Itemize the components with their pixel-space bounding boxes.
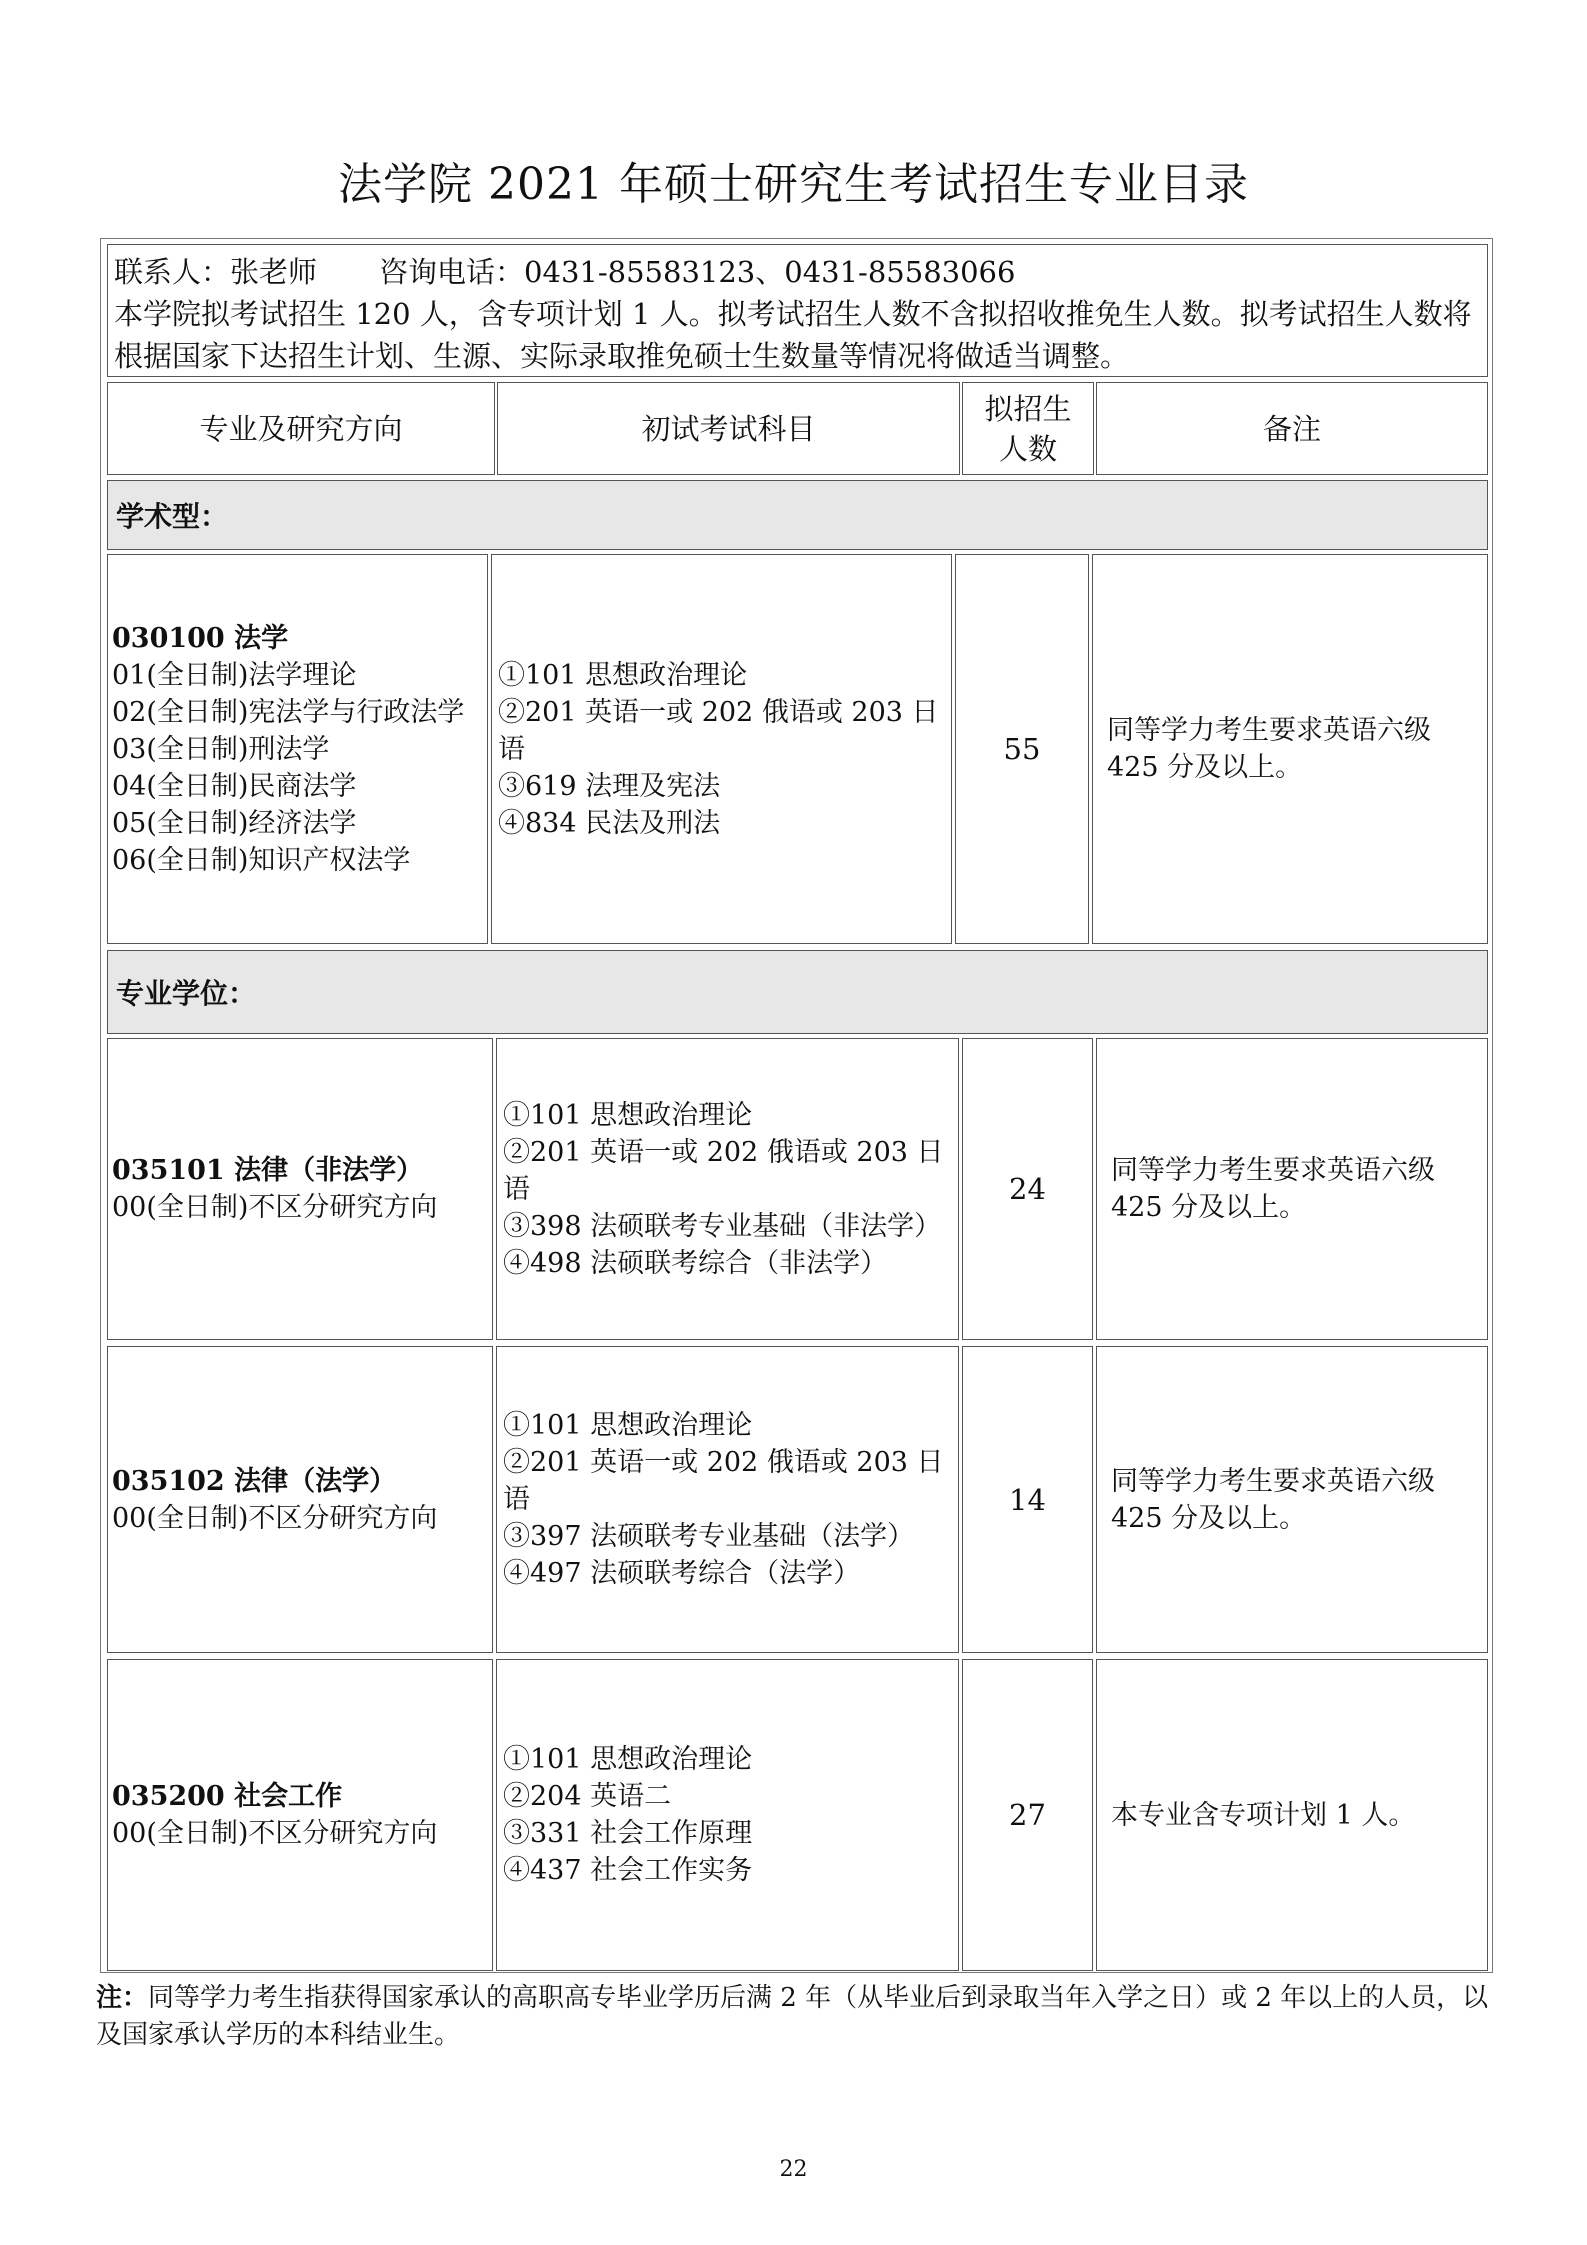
section-label-professional: 专业学位： xyxy=(107,950,1488,1034)
remarks-cell xyxy=(1096,1038,1488,1340)
quota-cell: 55 xyxy=(955,554,1089,944)
footnote-text: 同等学力考生指获得国家承认的高职高专毕业学历后满 2 年（从毕业后到录取当年入学之日）或 2 年以上的人员，以及国家承认学历的本科结业生。 xyxy=(96,1983,1489,2050)
subject-item: ②201 英语一或 202 俄语或 203 日语 xyxy=(503,1447,944,1515)
subject-item: ④498 法硕联考综合（非法学） xyxy=(503,1247,888,1279)
subjects-cell xyxy=(496,1659,959,1971)
subject-item: ④497 法硕联考综合（法学） xyxy=(503,1558,861,1589)
page-title: 法学院 2021 年硕士研究生考试招生专业目录 xyxy=(338,159,1249,210)
remark-line: 425 分及以上。 xyxy=(1111,1502,1307,1534)
major-code: 035101 法律（非法学） xyxy=(112,1155,424,1186)
subject-item: ①101 思想政治理论 xyxy=(503,1099,753,1131)
direction-item: 02(全日制)宪法学与行政法学 xyxy=(112,696,465,728)
direction-item: 00(全日制)不区分研究方向 xyxy=(112,1502,438,1534)
direction-item: 06(全日制)知识产权法学 xyxy=(112,844,411,876)
subject-item: ①101 思想政治理论 xyxy=(503,1744,753,1775)
subject-item: ④437 社会工作实务 xyxy=(503,1855,753,1886)
major-cell xyxy=(107,554,488,944)
major-cell xyxy=(107,1659,493,1971)
header-subjects: 初试考试科目 xyxy=(497,382,960,475)
remark-line: 425 分及以上。 xyxy=(1111,1192,1307,1223)
direction-item: 04(全日制)民商法学 xyxy=(112,770,357,802)
plan-text: 本学院拟考试招生 120 人，含专项计划 1 人。拟考试招生人数不含拟招收推免生人数。拟考试招生人数将根据国家下达招生计划、生源、实际录取推免硕士生数量等情况将做适当调整。 xyxy=(114,297,1472,373)
contact-name: 张老师 xyxy=(230,255,318,289)
subjects-cell xyxy=(496,1346,959,1653)
subject-item: ②204 英语二 xyxy=(503,1781,672,1812)
header-remarks: 备注 xyxy=(1096,382,1488,475)
subjects-cell xyxy=(496,1038,959,1340)
major-code: 035200 社会工作 xyxy=(112,1781,343,1812)
direction-item: 01(全日制)法学理论 xyxy=(112,659,357,691)
remark-line: 同等学力考生要求英语六级 xyxy=(1111,1155,1435,1186)
subject-item: ①101 思想政治理论 xyxy=(503,1410,753,1441)
remark-line: 同等学力考生要求英语六级 xyxy=(1111,1465,1435,1497)
subject-item: ①101 思想政治理论 xyxy=(498,659,748,691)
subject-item: ②201 英语一或 202 俄语或 203 日语 xyxy=(503,1136,944,1205)
remarks-cell xyxy=(1096,1659,1488,1971)
contact-label: 联系人： xyxy=(114,255,231,289)
direction-item: 05(全日制)经济法学 xyxy=(112,807,357,839)
subject-item: ③619 法理及宪法 xyxy=(498,770,721,802)
subject-item: ③331 社会工作原理 xyxy=(503,1818,753,1849)
quota-cell: 24 xyxy=(962,1038,1093,1340)
quota-cell: 14 xyxy=(962,1346,1093,1653)
major-code: 030100 法学 xyxy=(112,622,289,654)
quota-cell: 27 xyxy=(962,1659,1093,1971)
header-quota xyxy=(962,382,1094,475)
header-major: 专业及研究方向 xyxy=(107,382,495,475)
subject-item: ②201 英语一或 202 俄语或 203 日语 xyxy=(498,696,939,765)
remark-line: 同等学力考生要求英语六级 xyxy=(1107,715,1431,746)
section-label-academic: 学术型： xyxy=(107,480,1488,550)
direction-item: 00(全日制)不区分研究方向 xyxy=(112,1192,438,1223)
remarks-cell xyxy=(1092,554,1488,944)
contact-info-cell xyxy=(107,244,1488,377)
remark-line: 本专业含专项计划 1 人。 xyxy=(1111,1799,1416,1831)
remark-line: 425 分及以上。 xyxy=(1107,752,1303,783)
direction-item: 00(全日制)不区分研究方向 xyxy=(112,1818,438,1849)
remarks-cell xyxy=(1096,1346,1488,1653)
subject-item: ④834 民法及刑法 xyxy=(498,807,721,839)
header-quota-line1: 拟招生 xyxy=(984,391,1072,426)
major-cell xyxy=(107,1346,493,1653)
phone-label: 咨询电话： xyxy=(379,255,525,289)
phone-numbers: 0431-85583123、0431-85583066 xyxy=(524,255,1016,289)
major-code: 035102 法律（法学） xyxy=(112,1465,397,1497)
footnote xyxy=(96,1980,1506,2054)
subjects-cell xyxy=(491,554,952,944)
header-quota-line2: 人数 xyxy=(998,431,1057,466)
contact-line xyxy=(114,251,1481,293)
subject-item: ③398 法硕联考专业基础（非法学） xyxy=(503,1210,942,1242)
major-cell xyxy=(107,1038,493,1340)
subject-item: ③397 法硕联考专业基础（法学） xyxy=(503,1521,915,1552)
page-number: 22 xyxy=(779,2157,808,2182)
direction-item: 03(全日制)刑法学 xyxy=(112,733,330,765)
footnote-label: 注： xyxy=(96,1983,149,2013)
